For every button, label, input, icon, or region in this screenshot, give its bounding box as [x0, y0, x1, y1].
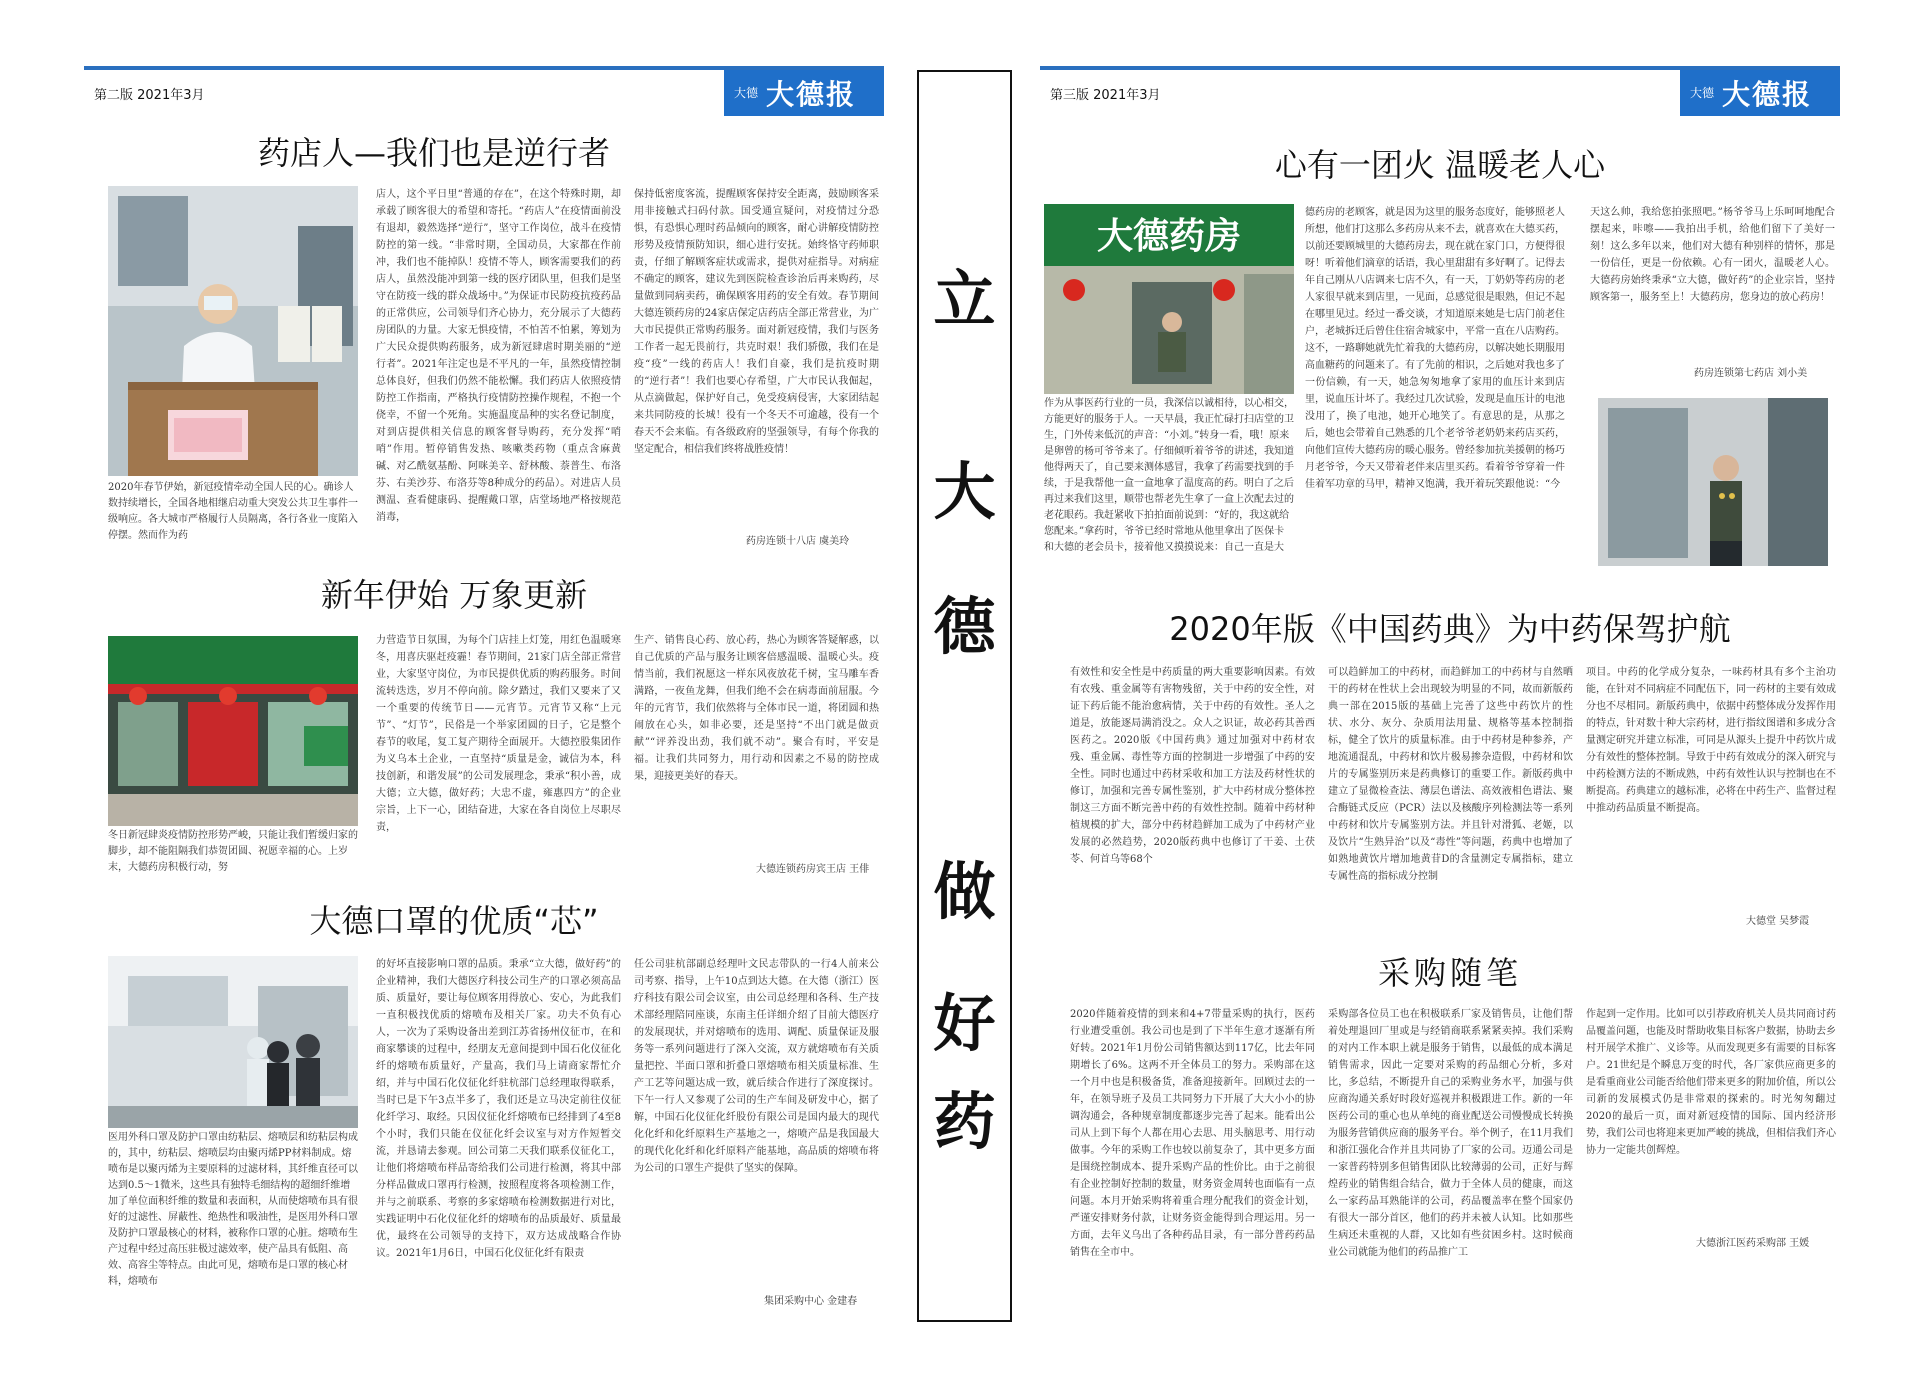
article2-byline: 大德堂 吴梦霞	[1746, 916, 1810, 927]
article1-column-2: 德药房的老顾客，就是因为这里的服务态度好，能够照老人所想，他们打这那么多药房从来不去，就喜欢在大德买药，以前还要顾城里的大德药房去，现在就在家门口，方便得很呀！听着他们滴章的话语，我心里甜甜有多好啊了。记得去年自己刚从八店调来七店不久，有一天，丁奶奶等药房的老人家很早就来到店里，一见面，总感觉很是眼熟，但记不起在哪里见过。经过一番交谈，才知道原来她是七店门前老住户，老城拆迁后曾住住宿舍城家中，平常一直在八店购药。这不，一路聊她就先忙着我的大德药房，以解决她长期服用高血糖药的问题来了。有了先前的相识，之后她对我也多了一份信赖，有一天，她急匆匆地拿了家用的血压计来到店里，说血压计坏了。我经过几次试验，发现是血压计的电池没用了，换了电池，她开心地笑了。有意思的是，从那之后，她也会带着自己熟悉的几个老爷爷老奶奶来药店买药，向他们宣传大德药房的暖心服务。曾经参加抗美援朝的杨巧月老爷爷，今天又带着老伴来店里买药。看着爷爷穿着一件佳着军功章的马甲，精神又饱满，我开着玩笑跟他说：“今	[1305, 207, 1565, 490]
article1-title: 药店人—我们也是逆行者	[257, 134, 610, 172]
masthead	[1680, 70, 1840, 116]
slogan-char: 药	[933, 1085, 996, 1158]
article1-byline: 药房连锁第七药店 刘小美	[1694, 368, 1808, 379]
pharmacy-sign-photo	[1044, 204, 1294, 394]
factory-visit-photo	[108, 956, 358, 1128]
slogan-char: 立	[933, 263, 996, 336]
masthead-logo-small: 大德	[734, 86, 759, 100]
article3-byline: 集团采购中心 金建春	[764, 1296, 858, 1307]
right-page	[1040, 0, 1840, 1388]
left-page	[84, 0, 884, 1388]
article1-column-3: 天这么帅，我给您拍张照吧。”杨爷爷马上乐呵呵地配合摆起来，咔嚓——我拍出手机，给他们留下了美好一刻！这么多年以来，他们对大德有种别样的情怀，那是一份信任，更是一份依赖。心有一团火，温暖老人心。大德药房始终秉承“立大德，做好药”的企业宗旨，坚持顾客第一，服务至上！大德药房，您身边的放心药房！	[1590, 207, 1835, 303]
page-info: 第三版 2021年3月	[1050, 88, 1161, 103]
article2-column-2: 可以趋鲜加工的中药材，而趋鲜加工的中药材与自然晒干的药材在性状上会出现较为明显的不同，故而新版药典一部在2015版的基础上完善了这些中药饮片的性状、水分、灰分、杂质用法用量、规格等基本控制指标，健全了饮片的质量标准。由于中药材是种参养，产地流通混乱，中药材和饮片极易掺杂造假，中药材和饮片的专属鉴别历来是药典修订的重要工作。新版药典中建立了显微检查法、薄层色谱法、高效液相色谱法、聚合酶链式反应（PCR）法以及核酸序列检测法等一系列中药材和饮片专属鉴别方法。并且针对滑狐、老姬，以及饮片“生熟异治”以及“毒性”等问题，药典中也增加了如熟地黄饮片增加地黄苷D的含量测定专属指标，建立专属性高的指标成分控制	[1328, 667, 1573, 882]
article2-column-1: 有效性和安全性是中药质量的两大重要影响因素。有效有农残、重金属等有害物残留，关于中药的安全性，对证下药后能不能治愈病情，关于中药的有效性。圣人之道是，放能逐局满消没之。众人之识证，故必药其善西医药之。2020版《中国药典》通过加强对中药材农残、重金属、毒性等方面的控制进一步增强了中药的安全性。同时也通过中药材采收和加工方法及药材性状的修订，加强和完善专属性鉴别，扩大中药材成分整体控制这三方面不断完善中药的有效性控制。随着中药材种植规模的扩大，部分中药材趋鲜加工成为了中药材产业发展的必然趋势，2020版药典中也修订了干姜、土茯苓、何首乌等68个	[1070, 667, 1315, 865]
pharmacist-illustration	[108, 186, 358, 476]
article3-title: 采购随笔	[1377, 954, 1522, 992]
article2-column-2: 力营造节日氛围，为每个门店挂上灯笼，用红色温暖寒冬，用喜庆驱赶疫霾！春节期间，21家门店全部正常营业，大家坚守岗位，为市民提供优质的购药服务。时间流转迭迭，岁月不停向前。除夕踏过，我们又要来了又一个重要的传统节日——元宵节。元宵节又称“上元节”、“灯节”，民俗是一个举家团圆的日子，它是整个春节的收尾，复工复产期待全面展开。大德控股集团作为义乌本土企业，一直坚持“质量是金，诚信为本，科技创新，和谐发展”的公司发展理念，秉承“积小善，成大德；立大德，做好药；大忠不虚，雍惠四方”的企业宗旨，上下一心，团结奋进，大家在各自岗位上尽职尽责，	[376, 635, 621, 833]
masthead-logo-text: 大德报	[1722, 78, 1813, 111]
elderly-customer-illustration	[1598, 398, 1828, 566]
factory-illustration	[108, 956, 358, 1128]
pharmacy-sign-illustration	[1044, 204, 1294, 394]
slogan-char: 好	[933, 987, 996, 1060]
article2-title: 2020年版《中国药典》为中药保驾护航	[1169, 610, 1731, 648]
masthead	[724, 70, 884, 116]
slogan-char: 大	[933, 455, 996, 528]
article3-column-2: 采购部各位员工也在积极联系厂家及销售员，让他们帮着处理退回厂里或是与经销商联系紧紧卖掉。我们采购的对内工作本职上就是服务于销售，以最低的成本满足销售需求，因此一定要对采购的药品细心分析，多对比，多总结，不断提升自己的采购业务水平，加强与供应商沟通关系好时段好巡视并积极跟进工作。新的一年医药公司的重心也从单纯的商业配送公司慢慢成长转换为服务营销供应商的服务平台。举个例子，在11月我们和浙江强化合作并且共同协了厂家的公司。迈通公司是一家普药特别多但销售团队比较薄弱的公司，正好与辉煌药业的销售组合结合，做力于全体人员的健康，而这么一家药品耳熟能详的公司，药品覆盖率在整个国家仍有很大一部分首区，他们的药并未被人认知。比如那些生病还未重视的人群，又比如有些贫困乡村。这时候商业公司就能为他们的药品推广工	[1328, 1009, 1573, 1258]
sign-text: 大德药房	[1096, 215, 1242, 257]
article3-title: 大德口罩的优质“芯”	[309, 902, 599, 940]
article3-byline: 大德浙江医药采购部 王媛	[1696, 1238, 1810, 1249]
article2-title: 新年伊始 万象更新	[320, 576, 588, 614]
article1-caption: 2020年春节伊始，新冠疫情牵动全国人民的心。确诊人数持续增长，全国各地相继启动重大突发公共卫生事件一级响应。各大城市严格履行人员隔离，各行各业一度陷入停摆。然而作为药	[108, 482, 358, 541]
pharmacist-photo	[108, 186, 358, 476]
article2-column-3: 项目。中药的化学成分复杂，一味药材具有多个主治功能，在针对不同病症不同配伍下，同一药材的主要有效成分也不尽相同。新版药典中，依据中药整体成分发挥作用的特点，针对数十种大宗药材，进行指纹图谱和多成分含量测定研究并建立标准，可同是从源头上提升中药饮片成分有效性的整体控制。导致于中药有效成分的深入研究与中药检测方法的不断成熟，中药有效性认识与控制也在不断提高。药典建立的越标准，必将在中药生产、监督过程中推动药品质量不断提高。	[1586, 667, 1836, 814]
slogan-column	[917, 70, 1012, 1322]
article3-column-3: 任公司驻杭部副总经理叶文民志带队的一行4人前来公司考察、指导，上午10点到达大德。在大德（浙江）医疗科技有限公司会议室，由公司总经理和各科、生产技术部经理陪同座谈，东南主任详细介绍了目前大德医疗的发展现状，并对熔喷布的选用、调配、质量保证及服务等一系列问题进行了深入交流，双方就熔喷布有关质量把控、半面口罩和折叠口罩熔喷布相关质量标准、生产工艺等问题达成一致，就后续合作进行了深度探讨。下午一行人又参观了公司的生产车间及研发中心，据了解，中国石化仪征化纤股份有限公司是国内最大的现代化化纤和化纤原料生产基地之一，熔喷产品是我国最大的现代化化纤和化纤原料产能基地，高品质的熔喷布将为公司的口罩生产提供了坚实的保障。	[634, 959, 879, 1174]
elderly-customer-photo	[1598, 398, 1828, 566]
article2-column-3: 生产、销售良心药、放心药，热心为顾客答疑解惑，以自己优质的产品与服务让顾客倍感温暖、温暖心头。疫情当前，我们祝愿这一样东风夜放花千树，宝马雕车香满路，一夜鱼龙舞，但我们绝不会在病毒面前屈服。今年的元宵节，我们依然将与全体市民一道，将团圆和热闹放在心头，如非必要，还是坚持“不出门就是做贡献”“评养没出劲，我们就不动”。聚合有时，平安是福。让我们共同努力，用行动和因素之不易的防控成果，迎接更美好的春天。	[634, 635, 879, 782]
masthead-logo-small: 大德	[1690, 86, 1715, 100]
article2-caption: 冬日新冠肆炎疫情防控形势严峻，只能让我们暂缓归家的脚步，却不能阻隔我们恭贺团圆、祝愿幸福的心。上岁末，大德药房积极行动，努	[108, 830, 358, 873]
article1-byline: 药房连锁十八店 虞美玲	[746, 536, 850, 547]
article3-column-1: 2020伴随着疫情的到来和4+7带量采购的执行，医药行业遭受重创。我公司也是到了下半年生意才逐渐有所好转。2021年1月份公司销售额达到117亿，比去年同期增长了6%。这两不开全体员工的努力。采购部在这一个月中也是积极备货，准备迎接新年。回顾过去的一年，在领导班子及员工共同努力下开展了大大小小的协调沟通会，各种规章制度都逐步完善了起来。能看出公司从上到下每个人都在用心去思、用头脑思考、用行动做事。今年的采购工作也较以前复杂了，其中更多方面是围绕控制成本、提升采购产品的性价比。由于之前很有企业控制好控制的数量，财务资金周转也面临有一点问题。本月开始采购将着重合理分配我们的资金计划，严谨安排财务付款，让财务资金能得到合理运用。另一方面，去年义乌出了各种药品目录，有一部分普药药品销售在全市中。	[1070, 1009, 1315, 1258]
article3-caption: 医用外科口罩及防护口罩由纺粘层、熔喷层和纺粘层构成的，其中，纺粘层、熔喷层均由聚丙烯PP材料制成。熔喷布是以聚丙烯为主要原料的过滤材料，其纤维直径可以达到0.5～1微米，这些具有独特毛细结构的超细纤维增加了单位面积纤维的数量和表面积，从而使熔喷布具有很好的过滤性、屏蔽性、绝热性和吸油性，是医用外科口罩及防护口罩最核心的材料，被称作口罩的心脏。熔喷布生产过程中经过高压驻极过滤效率，使产品具有低阻、高效、高容尘等特点。由此可见，熔喷布是口罩的核心材料，熔喷布	[108, 1132, 358, 1287]
storefront-illustration	[108, 636, 358, 826]
article2-byline: 大德连锁药房宾王店 王俳	[756, 864, 870, 875]
storefront-photo	[108, 636, 358, 826]
slogan-char: 做	[933, 855, 996, 928]
page-info: 第二版 2021年3月	[94, 88, 205, 103]
article1-column-2: 店人，这个平日里“普通的存在”，在这个特殊时期，却承载了顾客很大的希望和寄托。“药店人”在疫情面前没有退却，毅然选择“逆行”，坚守工作岗位，战斗在疫情防控的第一线。“非常时期，全国动员，大家都在作前冲，我们也不能掉队！疫情不等人，顾客需要我们的药店人，虽然没能冲到第一线的医疗团队里，但我们是坚守在防疫一线的群众战场中。”为保证市民防疫抗疫药品的正常供应，公司领导们齐心协力，充分展示了大德药房团队的力量。大家无惧疫情，不怕苦不怕累，筹划为广大民众提供购药服务，成为新冠肆虐时期美丽的“逆行者”。2021年注定也是不平凡的一年，虽然疫情控制总体良好，但我们仍然不能松懈。我们药店人依照疫情防控工作指南，严格执行疫情防控操作规程，不抱一个侥幸，不留一个死角。实施温度品种的实名登记制度，对到店提供相关信息的顾客督导购药，充分发挥“哨哨”作用。暂停销售发热、咳嗽类药物（重点含麻黄碱、对乙酰氨基酚、阿咪美辛、舒林酸、萘普生、布洛芬、右美沙芬、布洛芬等8种成分的药品）。对进店人员测温、查看健康码、提醒戴口罩，店堂场地严格按规范消毒，	[376, 189, 621, 523]
article1-column-3: 保持低密度客流，提醒顾客保持安全距离，鼓励顾客采用非接触式扫码付款。国受通宣疑问，对疫情过分恐惧，有恐惧心理时药品倾向的顾客，耐心讲解疫情防控形势及疫情预防知识，细心进行安抚。始终恪守药师职责，仔细了解顾客症状或需求，提供对症指导。对病症不确定的顾客，建议先到医院检查诊治后再来购药，尽量做到同病卖药，确保顾客用药的安全有效。春节期间大德连锁药房的24家店保定店药店全部正常营业，为广大市民提供正常购药服务。面对新冠疫情，我们与医务工作者一起无畏前行，共克时艰！我们骄傲，我们在是疫“疫”一线的药店人！我们自豪，我们是抗疫时期的“逆行者”！我们也要心存希望，广大市民认我倔起，从点滴做起，保护好自己，免受疫病侵害，大家团结起来共同防疫的长城！役有一个冬天不可逾越，役有一个春天不会来临。有各级政府的坚强领导，有每个你我的坚定配合，相信我们终将战胜疫情！	[634, 189, 879, 455]
slogan-char: 德	[933, 590, 996, 663]
article1-caption: 作为从事医药行业的一员，我深信以诚相待，以心相交，方能更好的服务于人。一天早晨，我正忙碌打扫店堂的卫生，门外传来低沉的声音：“小刘。”转身一看，哦！原来是卵曾的杨可爷爷来了。仔细倾听着爷爷的讲述，我知道他得两天了，自己要来测体感冒，我拿了药需要找到的手续，于是我帮他一盒一盒地拿了温度高的药。明白了之后再过来我们这里，顺带也帮老先生拿了一盒上次配去过的老花眼药。我赶紧收下拍拍面前说到：“好的，我这就给您配来。”拿药时，爷爷已经时常地从他里拿出了医保卡和大德的老会员卡，接着他又摸摸说来：自己一直是大	[1044, 398, 1294, 553]
article3-column-2: 的好坏直接影响口罩的品质。秉承“立大德，做好药”的企业精神，我们大德医疗科技公司生产的口罩必须高品质、质量好，要让每位顾客用得放心、安心，为此我们一直积极找优质的熔喷布及相关厂家。功夫不负有心人，一次为了采购设备出差到江苏省扬州仪征市，在和商家攀谈的过程中，经朋友无意间提到中国石化仪征化纤的熔喷布质量好，产量高，我们马上请商家帮忙介绍，并与中国石化仪征化纤驻杭部门总经理取得联系，当时已是下午3点半多了，我们还是立马决定前往仪征化纤学习、取经。只因仪征化纤熔喷布已经排到了4至8个小时，我们只能在仪征化纤会议室与对方作短暂交流，并恳请去参观。回公司第二天我们联系仪征化工，让他们将熔喷布样品寄给我们公司进行检测，将其中部分样品做成口罩再行检测，按照程度将各项检测工作，并与之前联系、考察的多家熔喷布检测数据进行对比，实践证明中石化仪征化纤的熔喷布的品质最好、质量最优，最终在公司领导的支持下，双方达成战略合作协议。2021年1月6日，中国石化仪征化纤有限责	[376, 959, 621, 1259]
article3-column-3: 作起到一定作用。比如可以引荐政府机关人员共同商讨药品覆盖问题，也能及时帮助收集目标客户数据，协助去乡村开展学术推广、义诊等。从而发现更多有需要的目标客户。21世纪是个瞬息万变的时代，各厂家供应商更多的是看重商业公司能否给他们带来更多的附加价值，所以公司新的发展模式仍是非常艰的探索的。时光匆匆翻过2020的最后一页，面对新冠疫情的国际、国内经济形势，我们公司也将迎来更加严峻的挑战，但相信我们齐心协力一定能共创辉煌。	[1586, 1009, 1836, 1156]
article1-title: 心有一团火 温暖老人心	[1274, 146, 1606, 184]
masthead-logo-text: 大德报	[766, 78, 857, 111]
